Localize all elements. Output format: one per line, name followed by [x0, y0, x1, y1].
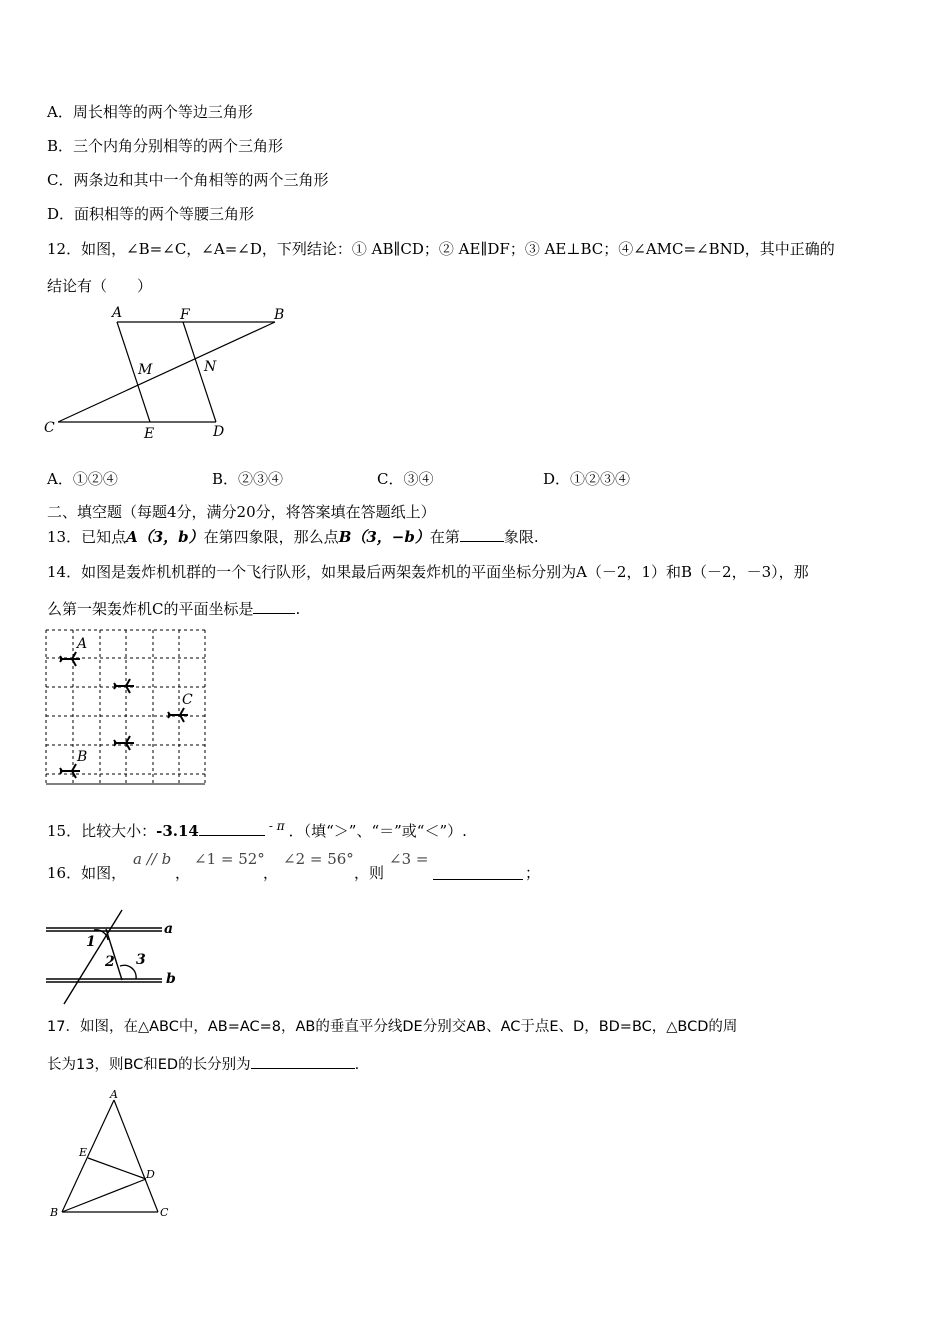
q12-label-m: M [138, 362, 153, 378]
q12-label-a: A [112, 305, 123, 321]
q17-label-b: B [50, 1206, 59, 1219]
q17-figure [44, 1086, 184, 1226]
q12-label-d: D [213, 424, 225, 440]
q14-line2-post: . [295, 600, 301, 618]
q13-prefix: 13．已知点 [47, 528, 127, 546]
q12-option-a: A．①②④ [47, 470, 118, 488]
q15-prefix: 15．比较大小： [47, 822, 157, 840]
q14-stem-line2 [47, 599, 300, 619]
q15-answer-blank[interactable] [199, 835, 265, 836]
q11-option-b: B．三个内角分别相等的两个三角形 [47, 137, 284, 155]
q11-option-a: A．周长相等的两个等边三角形 [47, 103, 253, 121]
q17-label-c: C [160, 1206, 169, 1219]
q12-option-c: C．③④ [377, 470, 434, 488]
q12-label-c: C [44, 420, 55, 436]
q16-sep3: ，则 [354, 864, 385, 882]
q17-line2-post: . [354, 1057, 360, 1073]
section-2-heading: 二、填空题（每题4分，满分20分，将答案填在答题纸上） [47, 503, 436, 521]
q13-middle: 在第四象限，那么点 [203, 528, 339, 546]
plane-2-icon [114, 679, 134, 693]
q16-answer-blank[interactable] [433, 863, 523, 880]
q13-stem [47, 527, 539, 547]
q17-label-d: D [146, 1168, 155, 1181]
q14-line2-pre: 么第一架轰炸机C的平面坐标是 [47, 600, 254, 618]
q12-figure [40, 302, 300, 447]
q17-stem-line1: 17．如图，在△ABC中，AB=AC=8，AB的垂直平分线DE分别交AB、AC于点E、D，BD=BC，△BCD的周 [47, 1019, 738, 1035]
q16-label-2: 2 [105, 954, 115, 970]
q12-stem-line1: 12．如图，∠B=∠C，∠A=∠D，下列结论：① AB∥CD；② AE∥DF；③ AE⊥BC；④∠AMC=∠BND，其中正确的 [47, 240, 835, 258]
q16-label-3: 3 [136, 952, 146, 968]
q11-option-c: C．两条边和其中一个角相等的两个三角形 [47, 171, 329, 189]
q16-label-1: 1 [86, 934, 96, 950]
q14-answer-blank[interactable] [253, 613, 295, 614]
q13-suffix-pre: 在第 [429, 528, 460, 546]
q13-point-b: B（3，−b） [338, 528, 430, 546]
q17-answer-blank[interactable] [251, 1068, 355, 1069]
q12-label-n: N [204, 359, 217, 375]
plane-c-icon [168, 708, 188, 722]
q16-sep1: ， [175, 864, 191, 882]
q12-option-d: D．①②③④ [543, 470, 631, 488]
q14-formation-figure [44, 628, 208, 786]
q17-line2-pre: 长为13，则BC和ED的长分别为 [47, 1057, 251, 1073]
q16-cond2: ∠1 = 52° [194, 850, 265, 868]
q17-stem-line2 [47, 1055, 359, 1075]
q12-stem-line2: 结论有（ ） [47, 277, 153, 295]
q17-label-a: A [110, 1088, 118, 1101]
q12-label-b: B [274, 307, 285, 323]
q14-label-a: A [77, 636, 88, 652]
plane-4-icon [114, 736, 134, 750]
q16-ask: ∠3 = [389, 850, 429, 868]
q16-label-b: b [166, 971, 176, 987]
q12-label-f: F [180, 307, 190, 323]
q13-answer-blank[interactable] [460, 541, 504, 542]
q12-label-e: E [144, 426, 155, 442]
q16-suffix: ； [525, 864, 541, 882]
q16-cond3: ∠2 = 56° [283, 850, 354, 868]
q12-option-b: B．②③④ [212, 470, 284, 488]
q14-label-b: B [77, 749, 88, 765]
q14-stem-line1: 14．如图是轰炸机机群的一个飞行队形，如果最后两架轰炸机的平面坐标分别为A（－2，1）和B（－2，－3），那 [47, 563, 809, 581]
q11-option-d: D．面积相等的两个等腰三角形 [47, 205, 255, 223]
q15-value: -3.14 [156, 822, 199, 840]
q16-prefix: 16．如图， [47, 864, 127, 882]
q16-label-a: a [164, 921, 174, 937]
q16-sep2: ， [263, 864, 279, 882]
q15-suffix: ．（填“＞”、“＝”或“＜”）. [288, 822, 467, 840]
q13-point-a: A（3，b） [126, 528, 204, 546]
plane-b-icon [60, 764, 80, 778]
q14-label-c: C [182, 692, 193, 708]
q15-compare: - π [268, 819, 285, 833]
q16-figure [44, 906, 194, 1008]
q17-label-e: E [79, 1146, 88, 1159]
q16-cond1: a // b [133, 850, 172, 868]
plane-a-icon [60, 652, 80, 666]
q13-suffix-post: 象限. [503, 528, 539, 546]
q15-stem [47, 816, 467, 841]
